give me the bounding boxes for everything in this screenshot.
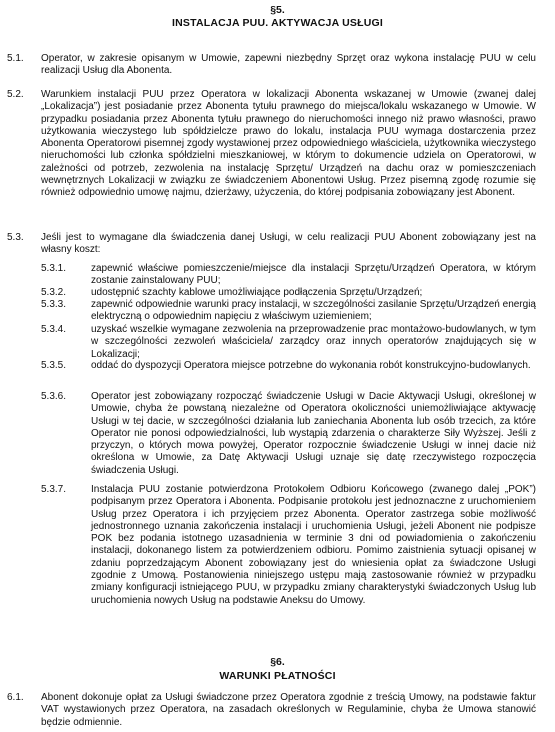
subclause-text: zapewnić odpowiednie warunki pracy instalacji, w szczególności zasilanie Sprzętu/Urządzeń energią elektryczną o odpowiednim napięciu z właściwym uziemieniem; (91, 299, 536, 323)
subclause-text: uzyskać wszelkie wymagane zezwolenia na przeprowadzenie prac montażowo-budowlanych, w tym w szczególności zezwoleń właściciela/ zarządcy oraz innych operatorów znajdujących się w Lokalizacji; (91, 324, 536, 360)
subclause-text: Instalacja PUU zostanie potwierdzona Protokołem Odbioru Końcowego (zwanego dalej „POK”) podpisanym przez Operatora i Abonenta. Podpisanie protokołu jest jednoznaczne z uruchomieniem Usług przez Operatora i ich przyjęciem przez Abonenta. Operator zastrzega sobie możliwość jednostronnego uznania zakończenia instalacji i uruchomienia Usługi, jeżeli Abonent nie podpisze POK bez podania istotnego uzasadnienia w terminie 3 dni od powiadomienia o zakończeniu instalacji, dokonanego listem za potwierdzeniem odbioru. Pomimo zaistnienia sytuacji opisanej w zdaniu poprzedzającym Abonent zobowiązany jest do wniesienia opłat za świadczone Usługi zgodnie z Umową. Postanowienia niniejszego ustępu mają zastosowanie również w przypadku zmiany konfiguracji istniejącego PUU, w przypadku zmiany charakterystyki świadczonych Usług lub uruchomienia nowych Usług na podstawie Aneksu do Umowy. (91, 484, 536, 606)
section-title: WARUNKI PŁATNOŚCI (219, 670, 336, 682)
clause-text: Operator, w zakresie opisanym w Umowie, zapewni niezbędny Sprzęt oraz wykona instalację PUU w celu realizacji Usług dla Abonenta. (41, 53, 536, 77)
subclause-number: 5.3.2. (41, 287, 67, 298)
section-number: §5. (270, 4, 285, 16)
clause-number: 5.3. (7, 232, 24, 243)
clause-text: Abonent dokonuje opłat za Usługi świadczone przez Operatora zgodnie z treścią Umowy, na podstawie faktur VAT wystawionych przez Operatora, na zasadach określonych w Regulaminie, chyba że Umowa stanowić będzie odmiennie. (41, 692, 536, 728)
subclause-text: oddać do dyspozycji Operatora miejsce potrzebne do wykonania robót konstrukcyjno-budowlanych. (91, 360, 531, 371)
subclause-number: 5.3.5. (41, 360, 67, 371)
subclause-number: 5.3.7. (41, 484, 67, 495)
clause-number: 6.1. (7, 692, 24, 703)
section-title: INSTALACJA PUU. AKTYWACJA USŁUGI (172, 17, 383, 29)
subclause-number: 5.3.6. (41, 391, 67, 402)
subclause-number: 5.3.3. (41, 299, 67, 310)
subclause-number: 5.3.1. (41, 263, 67, 274)
subclause-text: zapewnić właściwe pomieszczenie/miejsce dla instalacji Sprzętu/Urządzeń Operatora, w którym zostanie zainstalowany PUU; (91, 263, 536, 287)
subclause-number: 5.3.4. (41, 324, 67, 335)
clause-text: Warunkiem instalacji PUU przez Operatora w lokalizacji Abonenta wskazanej w Umowie (zwanej dalej „Lokalizacja”) jest posiadanie przez Abonenta tytułu prawnego do miejsca/lokalu wskazanego w Umowie. W przypadku posiadania przez Abonenta tytułu prawnego do nieruchomości innego niż prawo własności, prawo użytkowania wieczystego lub spółdzielcze prawo do lokalu, instalacja PUU wymaga dostarczenia przez Abonenta Operatorowi pisemnej zgody wystawionej przez odpowiedniego właściciela, użytkownika wieczystego nieruchomości lub członka spółdzielni mieszkaniowej, w którym to dokumencie udziela on Operatorowi, w zależności od potrzeb, zezwolenia na instalację Sprzętu/ Urządzeń na dachu oraz w pomieszczeniach wewnętrznych Lokalizacji w związku ze świadczeniem Abonentowi Usług. Przez pisemną zgodę rozumie się również odpowiednio umowę najmu, dzierżawy, użyczenia, do której podpisania zobowiązany jest Abonent. (41, 89, 536, 199)
clause-number: 5.1. (7, 53, 24, 64)
subclause-text: udostępnić szachty kablowe umożliwiające podłączenia Sprzętu/Urządzeń; (91, 287, 423, 298)
clause-text: Jeśli jest to wymagane dla świadczenia danej Usługi, w celu realizacji PUU Abonent zobowiązany jest na własny koszt: (41, 232, 536, 256)
section-number: §6. (270, 656, 285, 668)
clause-number: 5.2. (7, 89, 24, 100)
subclause-text: Operator jest zobowiązany rozpocząć świadczenie Usługi w Dacie Aktywacji Usługi, określonej w Umowie, chyba że powstaną niezależne od Operatora okoliczności uniemożliwiające aktywację Usługi w tej dacie, w szczególności działania lub zaniechania Abonenta lub osób trzecich, za które Operator nie ponosi odpowiedzialności, lub wystąpią zdarzenia o charakterze Siły Wyższej. Jeśli z przyczyn, o których mowa powyżej, Operator rozpocznie świadczenie Usługi w innej dacie niż określona w Umowie, za Datę Aktywacji Usługi uznaje się datę rzeczywistego rozpoczęcia świadczenia Usługi. (91, 391, 536, 476)
